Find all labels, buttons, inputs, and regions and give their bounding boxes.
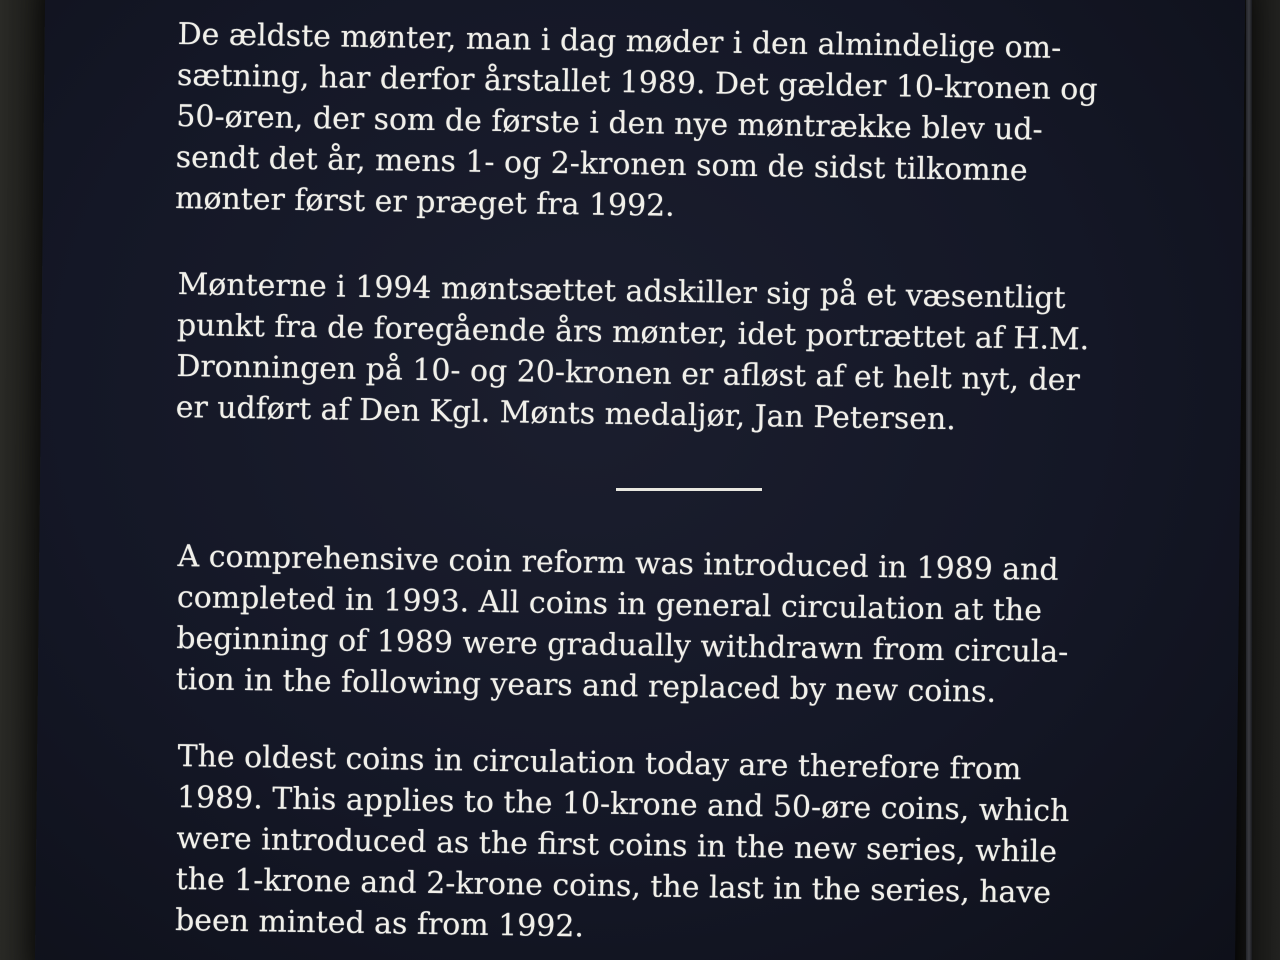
text-line: mønter først er præget fra 1992. xyxy=(174,180,676,224)
danish-paragraph-1 xyxy=(175,14,1158,234)
text-line: 1989. This applies to the 10-krone and 50-øre coins, which xyxy=(176,779,1070,830)
text-line: er udført af Den Kgl. Mønts medaljør, Jan Petersen. xyxy=(175,389,957,438)
text-line: A comprehensive coin reform was introduced in 1989 and xyxy=(177,538,1059,588)
text-line: De ældste mønter, man i dag møder i den almindelige om- xyxy=(177,16,1062,66)
danish-paragraph-2 xyxy=(175,264,1157,443)
text-line: completed in 1993. All coins in general circulation at the xyxy=(176,579,1043,629)
english-paragraph-1 xyxy=(175,536,1157,715)
text-line: Mønterne i 1994 møntsættet adskiller sig på et væsentligt xyxy=(177,266,1066,316)
english-paragraph-2 xyxy=(175,736,1158,956)
text-line: been minted as from 1992. xyxy=(174,902,585,945)
text-line: were introduced as the first coins in the new series, while xyxy=(176,820,1058,870)
section-divider xyxy=(616,488,762,491)
text-line: sætning, har derfor årstallet 1989. Det gælder 10-kronen og xyxy=(176,57,1098,108)
text-line: punkt fra de foregående års mønter, idet portrættet af H.M. xyxy=(176,307,1090,358)
text-line: 50-øren, der som de første i den nye møntrække blev ud- xyxy=(176,98,1043,148)
text-line: The oldest coins in circulation today are therefore from xyxy=(177,738,1022,788)
text-line: beginning of 1989 were gradually withdrawn from circula- xyxy=(176,620,1069,670)
text-line: tion in the following years and replaced by new coins. xyxy=(175,661,997,710)
card-edge xyxy=(1246,0,1252,960)
text-line: Dronningen på 10- og 20-kronen er afløst af et helt nyt, der xyxy=(176,348,1081,399)
text-line: sendt det år, mens 1- og 2-kronen som de sidst tilkomne xyxy=(175,139,1028,189)
text-line: the 1-krone and 2-krone coins, the last in the series, have xyxy=(175,861,1052,911)
